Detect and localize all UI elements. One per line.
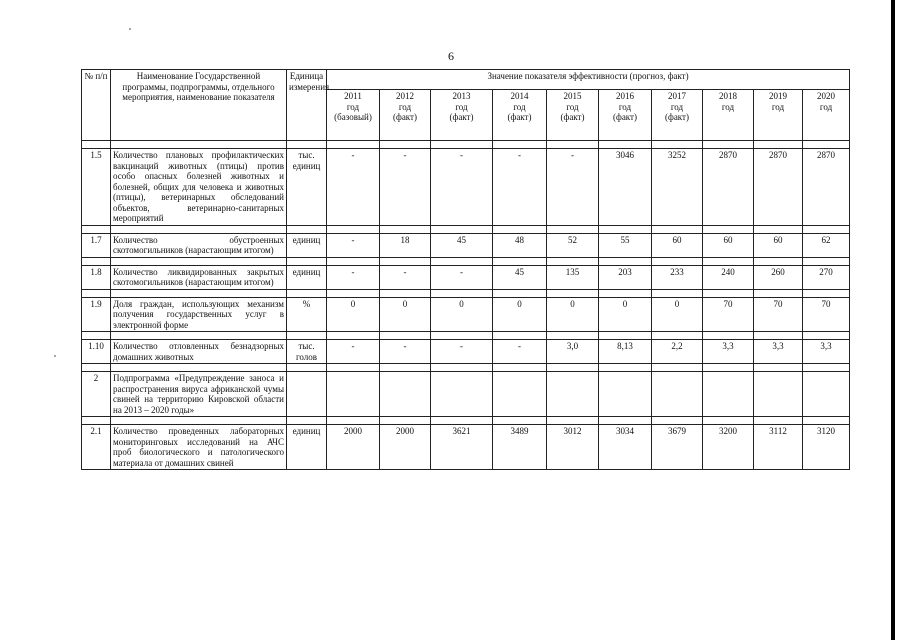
value-2012: 2000 bbox=[380, 425, 431, 470]
spacer-cell bbox=[327, 332, 380, 340]
unit-of-measure: единиц bbox=[287, 265, 327, 289]
table-row bbox=[82, 149, 850, 226]
value-2016: 3034 bbox=[599, 425, 652, 470]
spacer-cell bbox=[82, 257, 111, 265]
value-2011: - bbox=[327, 265, 380, 289]
header-year-l1: год bbox=[566, 101, 579, 112]
spacer-cell bbox=[652, 141, 703, 149]
spacer-cell bbox=[327, 289, 380, 297]
header-year-year: 2019 bbox=[769, 91, 787, 101]
spacer-cell bbox=[327, 257, 380, 265]
value-2015: 3,0 bbox=[547, 340, 599, 364]
spacer-cell bbox=[803, 225, 850, 233]
value-2011: - bbox=[327, 233, 380, 257]
spacer-cell bbox=[431, 257, 493, 265]
spacer-cell bbox=[547, 257, 599, 265]
header-year-year: 2012 bbox=[396, 91, 414, 101]
row-number: 1.10 bbox=[82, 340, 111, 364]
unit-of-measure: % bbox=[287, 297, 327, 332]
header-year-l2: (факт) bbox=[560, 112, 585, 122]
header-year-year: 2018 bbox=[719, 91, 737, 101]
header-year-2012 bbox=[380, 90, 431, 141]
scan-speck bbox=[129, 28, 131, 30]
spacer-cell bbox=[703, 332, 754, 340]
row-spacer bbox=[82, 289, 850, 297]
spacer-cell bbox=[547, 332, 599, 340]
spacer-cell bbox=[493, 417, 547, 425]
row-spacer bbox=[82, 257, 850, 265]
spacer-cell bbox=[803, 332, 850, 340]
spacer-cell bbox=[82, 225, 111, 233]
header-year-year: 2015 bbox=[563, 91, 582, 101]
value-2015: 3012 bbox=[547, 425, 599, 470]
header-year-l2: (факт) bbox=[449, 112, 474, 122]
spacer-cell bbox=[111, 141, 287, 149]
value-2012: 0 bbox=[380, 297, 431, 332]
value-2018: 70 bbox=[703, 297, 754, 332]
header-num: № п/п bbox=[82, 70, 111, 141]
spacer-cell bbox=[547, 364, 599, 372]
value-2011: - bbox=[327, 149, 380, 226]
spacer-cell bbox=[111, 257, 287, 265]
value-2016: 3046 bbox=[599, 149, 652, 226]
value-2014: 0 bbox=[493, 297, 547, 332]
spacer-cell bbox=[380, 141, 431, 149]
value-2012: - bbox=[380, 340, 431, 364]
spacer-cell bbox=[82, 364, 111, 372]
header-year-2020 bbox=[803, 90, 850, 141]
spacer-cell bbox=[599, 257, 652, 265]
spacer-cell bbox=[803, 257, 850, 265]
spacer-cell bbox=[754, 289, 803, 297]
value-2018: 3200 bbox=[703, 425, 754, 470]
value-2017: 233 bbox=[652, 265, 703, 289]
spacer-cell bbox=[754, 225, 803, 233]
spacer-cell bbox=[380, 225, 431, 233]
header-year-l2: (факт) bbox=[664, 112, 689, 122]
spacer-cell bbox=[652, 225, 703, 233]
spacer-cell bbox=[431, 332, 493, 340]
header-year-l2: (факт) bbox=[392, 112, 417, 122]
row-spacer bbox=[82, 225, 850, 233]
value-2019: 3,3 bbox=[754, 340, 803, 364]
spacer-cell bbox=[431, 141, 493, 149]
spacer-cell bbox=[754, 141, 803, 149]
header-year-l2: (факт) bbox=[612, 112, 637, 122]
spacer-cell bbox=[599, 225, 652, 233]
spacer-cell bbox=[493, 257, 547, 265]
unit-of-measure: единиц bbox=[287, 233, 327, 257]
header-year-l1: год bbox=[513, 101, 526, 112]
spacer-cell bbox=[380, 417, 431, 425]
header-year-2013 bbox=[431, 90, 493, 141]
value-2017: 3252 bbox=[652, 149, 703, 226]
spacer-cell bbox=[803, 141, 850, 149]
header-year-l1: год bbox=[819, 101, 833, 112]
table-row bbox=[82, 340, 850, 364]
value-2015 bbox=[547, 372, 599, 417]
header-year-2014 bbox=[493, 90, 547, 141]
spacer-cell bbox=[82, 141, 111, 149]
value-2016: 55 bbox=[599, 233, 652, 257]
spacer-cell bbox=[703, 225, 754, 233]
indicator-name: Количество отловленных безнадзорных домашних животных bbox=[111, 340, 287, 364]
value-2018: 2870 bbox=[703, 149, 754, 226]
header-year-l2: (факт) bbox=[507, 112, 532, 122]
header-year-l1: год bbox=[398, 101, 412, 112]
spacer-cell bbox=[754, 417, 803, 425]
header-unit: Единица измерения bbox=[287, 70, 327, 141]
value-2018: 3,3 bbox=[703, 340, 754, 364]
value-2020 bbox=[803, 372, 850, 417]
scan-speck bbox=[54, 355, 56, 357]
spacer-cell bbox=[652, 364, 703, 372]
header-year-year: 2020 bbox=[817, 91, 836, 101]
value-2014: - bbox=[493, 340, 547, 364]
header-year-year: 2013 bbox=[452, 91, 471, 101]
spacer-cell bbox=[703, 141, 754, 149]
row-number: 1.5 bbox=[82, 149, 111, 226]
header-year-2019 bbox=[754, 90, 803, 141]
value-2017: 60 bbox=[652, 233, 703, 257]
value-2020: 2870 bbox=[803, 149, 850, 226]
indicators-table bbox=[81, 69, 850, 470]
spacer-cell bbox=[287, 417, 327, 425]
header-year-2018 bbox=[703, 90, 754, 141]
table-row bbox=[82, 372, 850, 417]
indicator-name: Количество проведенных лабораторных мониторинговых исследований на АЧС проб биологического и патологического материала от домашних свиней bbox=[111, 425, 287, 470]
value-2011: 0 bbox=[327, 297, 380, 332]
row-spacer bbox=[82, 364, 850, 372]
value-2019: 3112 bbox=[754, 425, 803, 470]
spacer-cell bbox=[803, 289, 850, 297]
value-2015: 135 bbox=[547, 265, 599, 289]
spacer-cell bbox=[287, 257, 327, 265]
indicator-name: Количество ликвидированных закрытых скотомогильников (нарастающим итогом) bbox=[111, 265, 287, 289]
value-2015: - bbox=[547, 149, 599, 226]
spacer-cell bbox=[599, 417, 652, 425]
spacer-cell bbox=[652, 332, 703, 340]
spacer-cell bbox=[493, 225, 547, 233]
value-2016 bbox=[599, 372, 652, 417]
spacer-cell bbox=[803, 417, 850, 425]
spacer-cell bbox=[547, 225, 599, 233]
unit-of-measure: тыс. единиц bbox=[287, 149, 327, 226]
row-spacer bbox=[82, 332, 850, 340]
unit-of-measure bbox=[287, 372, 327, 417]
table-row bbox=[82, 297, 850, 332]
value-2014 bbox=[493, 372, 547, 417]
row-number: 2 bbox=[82, 372, 111, 417]
table-row bbox=[82, 265, 850, 289]
value-2014: 48 bbox=[493, 233, 547, 257]
value-2014: - bbox=[493, 149, 547, 226]
value-2018: 240 bbox=[703, 265, 754, 289]
spacer-cell bbox=[111, 417, 287, 425]
value-2017 bbox=[652, 372, 703, 417]
header-year-l1: год bbox=[618, 101, 632, 112]
spacer-cell bbox=[82, 332, 111, 340]
value-2016: 203 bbox=[599, 265, 652, 289]
spacer-cell bbox=[287, 289, 327, 297]
spacer-cell bbox=[754, 332, 803, 340]
value-2012: 18 bbox=[380, 233, 431, 257]
spacer-cell bbox=[547, 289, 599, 297]
row-spacer bbox=[82, 417, 850, 425]
spacer-cell bbox=[82, 417, 111, 425]
spacer-cell bbox=[493, 364, 547, 372]
value-2011: - bbox=[327, 340, 380, 364]
value-2013: - bbox=[431, 149, 493, 226]
spacer-cell bbox=[111, 225, 287, 233]
spacer-cell bbox=[493, 332, 547, 340]
spacer-cell bbox=[703, 364, 754, 372]
spacer-cell bbox=[599, 289, 652, 297]
spacer-cell bbox=[431, 225, 493, 233]
scan-edge-bar bbox=[891, 0, 895, 640]
header-year-l1: год bbox=[455, 101, 468, 112]
value-2020: 70 bbox=[803, 297, 850, 332]
unit-of-measure: единиц bbox=[287, 425, 327, 470]
value-2018: 60 bbox=[703, 233, 754, 257]
table-row bbox=[82, 425, 850, 470]
spacer-cell bbox=[547, 417, 599, 425]
header-year-l1: год bbox=[771, 101, 785, 112]
value-2015: 52 bbox=[547, 233, 599, 257]
spacer-cell bbox=[431, 289, 493, 297]
spacer-cell bbox=[380, 257, 431, 265]
spacer-cell bbox=[754, 364, 803, 372]
spacer-cell bbox=[431, 417, 493, 425]
header-year-2016 bbox=[599, 90, 652, 141]
value-2020: 3,3 bbox=[803, 340, 850, 364]
header-year-2015 bbox=[547, 90, 599, 141]
value-2013: 0 bbox=[431, 297, 493, 332]
spacer-cell bbox=[287, 364, 327, 372]
spacer-cell bbox=[431, 364, 493, 372]
spacer-cell bbox=[82, 289, 111, 297]
spacer-cell bbox=[287, 332, 327, 340]
page-number: 6 bbox=[448, 49, 454, 63]
spacer-cell bbox=[327, 417, 380, 425]
spacer-cell bbox=[703, 417, 754, 425]
header-year-l2: (базовый) bbox=[334, 112, 372, 122]
value-2020: 270 bbox=[803, 265, 850, 289]
spacer-cell bbox=[754, 257, 803, 265]
value-2017: 0 bbox=[652, 297, 703, 332]
spacer-cell bbox=[703, 257, 754, 265]
value-2019: 60 bbox=[754, 233, 803, 257]
header-year-year: 2017 bbox=[668, 91, 686, 101]
value-2012: - bbox=[380, 265, 431, 289]
value-2012 bbox=[380, 372, 431, 417]
unit-of-measure: тыс. голов bbox=[287, 340, 327, 364]
header-year-2011 bbox=[327, 90, 380, 141]
header-year-year: 2011 bbox=[344, 91, 362, 101]
indicator-name: Количество обустроенных скотомогильников (нарастающим итогом) bbox=[111, 233, 287, 257]
header-year-l1: год bbox=[721, 101, 735, 112]
spacer-cell bbox=[380, 364, 431, 372]
header-year-l1: год bbox=[670, 101, 684, 112]
value-2019: 70 bbox=[754, 297, 803, 332]
value-2013: - bbox=[431, 340, 493, 364]
value-2019: 2870 bbox=[754, 149, 803, 226]
spacer-cell bbox=[327, 141, 380, 149]
spacer-cell bbox=[380, 289, 431, 297]
table-row bbox=[82, 233, 850, 257]
spacer-cell bbox=[599, 364, 652, 372]
row-spacer bbox=[82, 141, 850, 149]
row-number: 2.1 bbox=[82, 425, 111, 470]
spacer-cell bbox=[111, 289, 287, 297]
value-2013: - bbox=[431, 265, 493, 289]
header-values-group: Значение показателя эффективности (прогноз, факт) bbox=[327, 70, 850, 90]
spacer-cell bbox=[652, 289, 703, 297]
row-number: 1.9 bbox=[82, 297, 111, 332]
spacer-cell bbox=[287, 225, 327, 233]
value-2013 bbox=[431, 372, 493, 417]
spacer-cell bbox=[111, 332, 287, 340]
header-year-l1: год bbox=[346, 101, 360, 112]
value-2012: - bbox=[380, 149, 431, 226]
header-year-2017 bbox=[652, 90, 703, 141]
spacer-cell bbox=[493, 141, 547, 149]
spacer-cell bbox=[652, 257, 703, 265]
indicator-name: Подпрограмма «Предупреждение заноса и распространения вируса африканской чумы свиней на территорию Кировской области на 2013 – 2020 годы» bbox=[111, 372, 287, 417]
spacer-cell bbox=[380, 332, 431, 340]
value-2017: 3679 bbox=[652, 425, 703, 470]
indicator-name: Количество плановых профилактических вакцинаций животных (птицы) против особо опасных болезней животных и болезней, общих для человека и животных (птицы), ветеринарных обследований объектов, ветеринарно-санитарных мероприятий bbox=[111, 149, 287, 226]
value-2011: 2000 bbox=[327, 425, 380, 470]
spacer-cell bbox=[652, 417, 703, 425]
spacer-cell bbox=[111, 364, 287, 372]
indicator-name: Доля граждан, использующих механизм получения государственных услуг в электронной форме bbox=[111, 297, 287, 332]
spacer-cell bbox=[599, 332, 652, 340]
value-2018 bbox=[703, 372, 754, 417]
value-2019: 260 bbox=[754, 265, 803, 289]
value-2013: 45 bbox=[431, 233, 493, 257]
header-year-year: 2016 bbox=[616, 91, 634, 101]
value-2020: 3120 bbox=[803, 425, 850, 470]
spacer-cell bbox=[703, 289, 754, 297]
row-number: 1.8 bbox=[82, 265, 111, 289]
value-2016: 8,13 bbox=[599, 340, 652, 364]
value-2014: 45 bbox=[493, 265, 547, 289]
spacer-cell bbox=[803, 364, 850, 372]
spacer-cell bbox=[493, 289, 547, 297]
header-year-year: 2014 bbox=[510, 91, 529, 101]
spacer-cell bbox=[287, 141, 327, 149]
spacer-cell bbox=[327, 225, 380, 233]
value-2015: 0 bbox=[547, 297, 599, 332]
header-name: Наименование Государственной программы, подпрограммы, отдельного мероприятия, наименование показателя bbox=[111, 70, 287, 141]
value-2013: 3621 bbox=[431, 425, 493, 470]
value-2014: 3489 bbox=[493, 425, 547, 470]
value-2020: 62 bbox=[803, 233, 850, 257]
spacer-cell bbox=[327, 364, 380, 372]
value-2017: 2,2 bbox=[652, 340, 703, 364]
spacer-cell bbox=[599, 141, 652, 149]
value-2019 bbox=[754, 372, 803, 417]
value-2016: 0 bbox=[599, 297, 652, 332]
row-number: 1.7 bbox=[82, 233, 111, 257]
value-2011 bbox=[327, 372, 380, 417]
spacer-cell bbox=[547, 141, 599, 149]
